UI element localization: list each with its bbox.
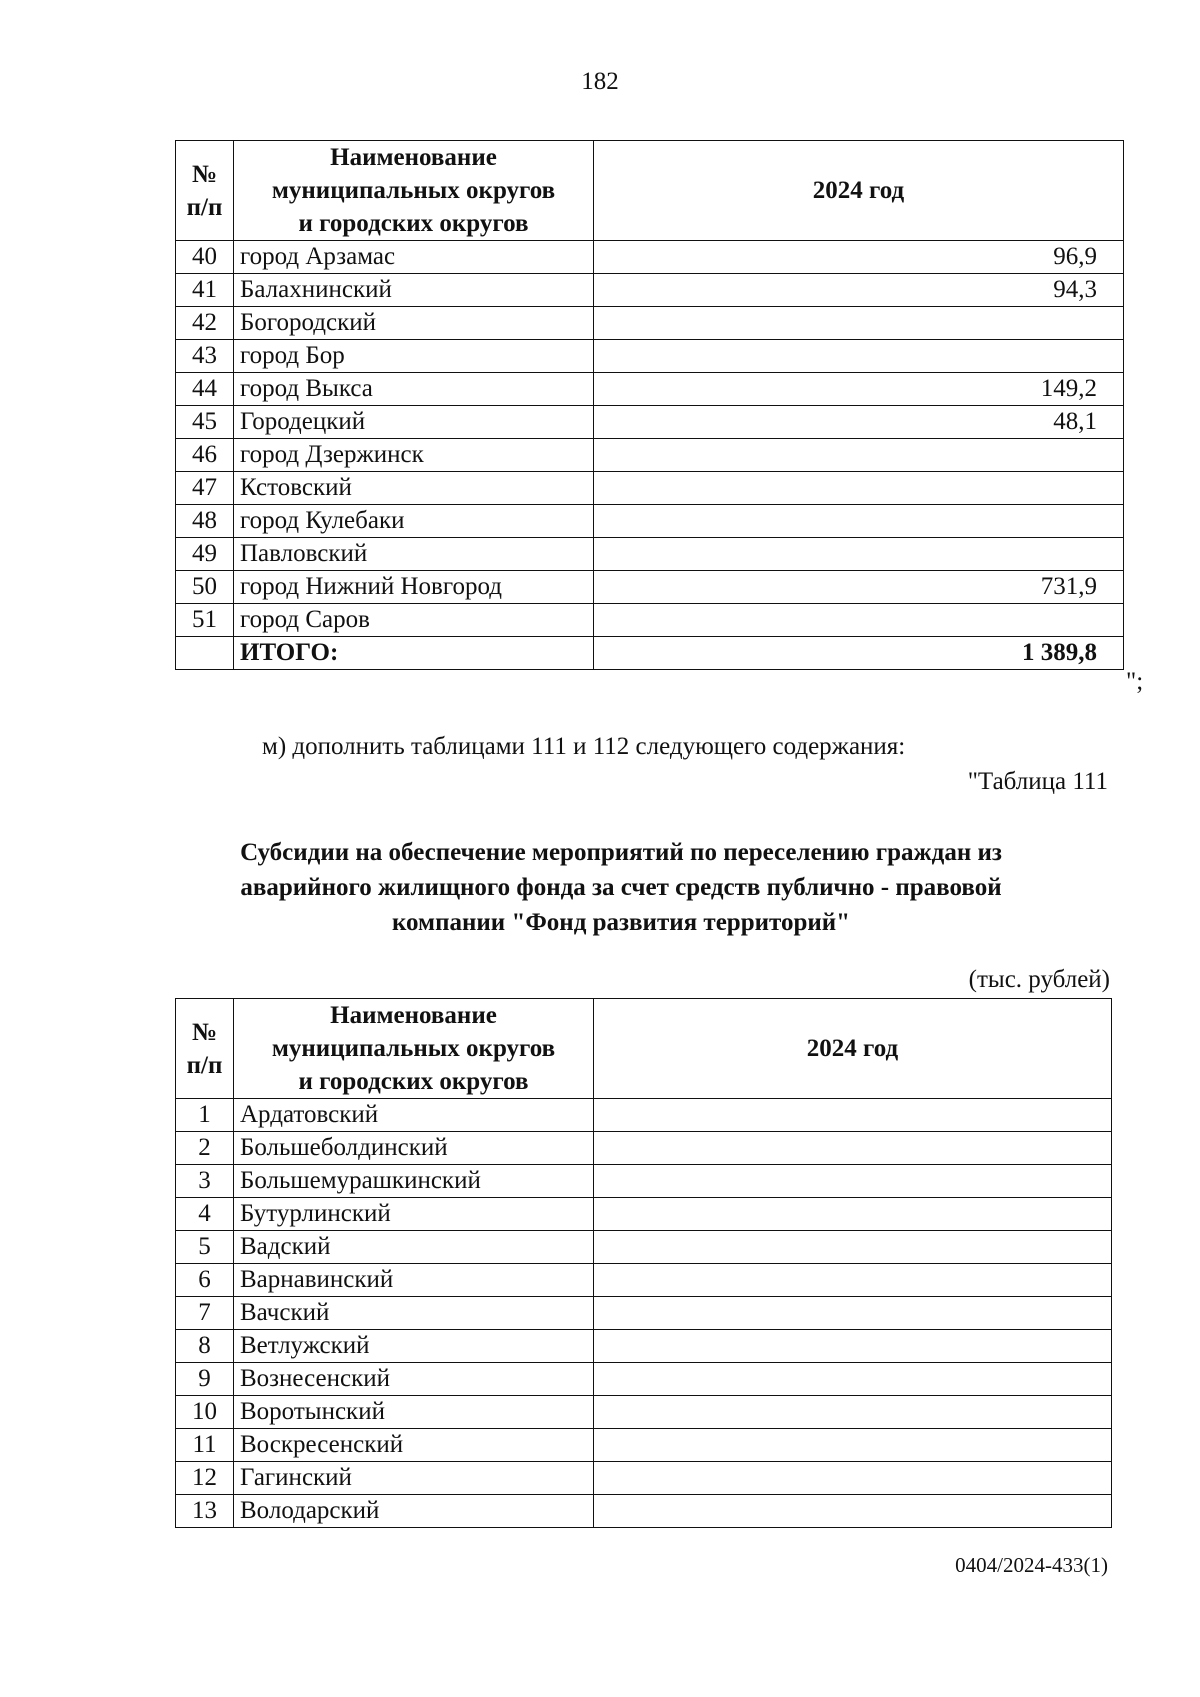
table-row (176, 307, 1124, 340)
row-value (594, 604, 1124, 637)
row-name: Ардатовский (234, 1099, 594, 1132)
table-row (176, 1264, 1112, 1297)
row-number: 45 (176, 406, 234, 439)
table-111 (175, 998, 1112, 1528)
row-number: 2 (176, 1132, 234, 1165)
header-name-line: муниципальных округов (271, 1035, 556, 1062)
header-name (234, 999, 594, 1099)
table-row (176, 1363, 1112, 1396)
row-value (594, 472, 1124, 505)
row-number: 50 (176, 571, 234, 604)
row-name: Балахнинский (234, 274, 594, 307)
row-name: Кстовский (234, 472, 594, 505)
header-name-line: Наименование (330, 144, 497, 171)
table-row (176, 1429, 1112, 1462)
row-number: 46 (176, 439, 234, 472)
table-row (176, 538, 1124, 571)
row-value (594, 439, 1124, 472)
header-year: 2024 год (594, 999, 1112, 1099)
row-name: Воскресенский (234, 1429, 594, 1462)
row-value (594, 1132, 1112, 1165)
total-row (176, 637, 1124, 670)
total-num-cell (176, 637, 234, 670)
total-label: ИТОГО: (234, 637, 594, 670)
table-row (176, 505, 1124, 538)
amendment-instruction: м) дополнить таблицами 111 и 112 следующего содержания: (262, 733, 906, 760)
row-number: 4 (176, 1198, 234, 1231)
row-number: 1 (176, 1099, 234, 1132)
table-label: "Таблица 111 (967, 768, 1108, 795)
row-number: 8 (176, 1330, 234, 1363)
header-name-line: и городских округов (298, 1068, 529, 1095)
table-row (176, 1396, 1112, 1429)
header-num-line: п/п (186, 1051, 223, 1079)
row-number: 49 (176, 538, 234, 571)
row-number: 3 (176, 1165, 234, 1198)
table-row (176, 1330, 1112, 1363)
row-value (594, 1297, 1112, 1330)
row-number: 47 (176, 472, 234, 505)
table-row (176, 1495, 1112, 1528)
heading-line: аварийного жилищного фонда за счет средств публично - правовой (240, 874, 1002, 901)
row-name: город Бор (234, 340, 594, 373)
row-value (594, 1330, 1112, 1363)
row-name: Вадский (234, 1231, 594, 1264)
row-value (594, 1396, 1112, 1429)
row-value: 48,1 (594, 406, 1124, 439)
page-number: 182 (581, 68, 619, 95)
heading-line: Субсидии на обеспечение мероприятий по переселению граждан из (240, 839, 1002, 866)
row-number: 12 (176, 1462, 234, 1495)
row-name: город Дзержинск (234, 439, 594, 472)
table-row (176, 373, 1124, 406)
row-name: Богородский (234, 307, 594, 340)
row-number: 48 (176, 505, 234, 538)
row-name: Бутурлинский (234, 1198, 594, 1231)
row-number: 13 (176, 1495, 234, 1528)
row-number: 51 (176, 604, 234, 637)
table-row (176, 1198, 1112, 1231)
table-row (176, 1165, 1112, 1198)
header-year: 2024 год (594, 141, 1124, 241)
row-number: 9 (176, 1363, 234, 1396)
row-value (594, 1198, 1112, 1231)
header-name-line: муниципальных округов (271, 177, 556, 204)
table-row (176, 340, 1124, 373)
table-row (176, 1297, 1112, 1330)
closing-quote: "; (1126, 668, 1144, 695)
row-value (594, 505, 1124, 538)
row-name: город Кулебаки (234, 505, 594, 538)
row-name: Володарский (234, 1495, 594, 1528)
table-row (176, 274, 1124, 307)
row-name: Вознесенский (234, 1363, 594, 1396)
header-num-line: № (191, 160, 218, 188)
table-row (176, 1231, 1112, 1264)
row-name: город Нижний Новгород (234, 571, 594, 604)
table-continued-distribution (175, 140, 1124, 670)
table-row (176, 241, 1124, 274)
row-number: 42 (176, 307, 234, 340)
row-value: 96,9 (594, 241, 1124, 274)
header-num-line: № (191, 1018, 218, 1046)
table-header-row (176, 141, 1124, 241)
table-row (176, 1462, 1112, 1495)
row-name: город Арзамас (234, 241, 594, 274)
row-name: Гагинский (234, 1462, 594, 1495)
table-row (176, 604, 1124, 637)
row-value (594, 307, 1124, 340)
row-name: Большеболдинский (234, 1132, 594, 1165)
table-row (176, 472, 1124, 505)
row-name: Городецкий (234, 406, 594, 439)
total-value: 1 389,8 (594, 637, 1124, 670)
row-name: Воротынский (234, 1396, 594, 1429)
header-name-line: и городских округов (298, 210, 529, 237)
row-name: город Выкса (234, 373, 594, 406)
heading-line: компании "Фонд развития территорий" (391, 909, 851, 936)
row-name: Павловский (234, 538, 594, 571)
row-value: 94,3 (594, 274, 1124, 307)
units-label: (тыс. рублей) (968, 966, 1110, 993)
row-number: 6 (176, 1264, 234, 1297)
row-value (594, 1165, 1112, 1198)
header-name-line: Наименование (330, 1002, 497, 1029)
table-row (176, 439, 1124, 472)
header-num (176, 999, 234, 1099)
document-id: 0404/2024-433(1) (955, 1553, 1108, 1577)
row-value (594, 1099, 1112, 1132)
header-name (234, 141, 594, 241)
row-number: 5 (176, 1231, 234, 1264)
header-num (176, 141, 234, 241)
row-number: 41 (176, 274, 234, 307)
table-row (176, 406, 1124, 439)
row-number: 7 (176, 1297, 234, 1330)
table-heading (150, 835, 1092, 940)
table-row (176, 1099, 1112, 1132)
row-name: Ветлужский (234, 1330, 594, 1363)
row-name: Большемурашкинский (234, 1165, 594, 1198)
row-value (594, 1462, 1112, 1495)
row-value (594, 538, 1124, 571)
table-row (176, 571, 1124, 604)
row-value: 731,9 (594, 571, 1124, 604)
row-number: 11 (176, 1429, 234, 1462)
row-value (594, 1495, 1112, 1528)
row-number: 44 (176, 373, 234, 406)
row-name: Варнавинский (234, 1264, 594, 1297)
row-value (594, 1264, 1112, 1297)
row-value (594, 1429, 1112, 1462)
row-value: 149,2 (594, 373, 1124, 406)
row-number: 10 (176, 1396, 234, 1429)
table-row (176, 1132, 1112, 1165)
row-name: Вачский (234, 1297, 594, 1330)
table-header-row (176, 999, 1112, 1099)
row-number: 40 (176, 241, 234, 274)
row-value (594, 1231, 1112, 1264)
row-name: город Саров (234, 604, 594, 637)
header-num-line: п/п (186, 193, 223, 221)
row-number: 43 (176, 340, 234, 373)
row-value (594, 1363, 1112, 1396)
row-value (594, 340, 1124, 373)
